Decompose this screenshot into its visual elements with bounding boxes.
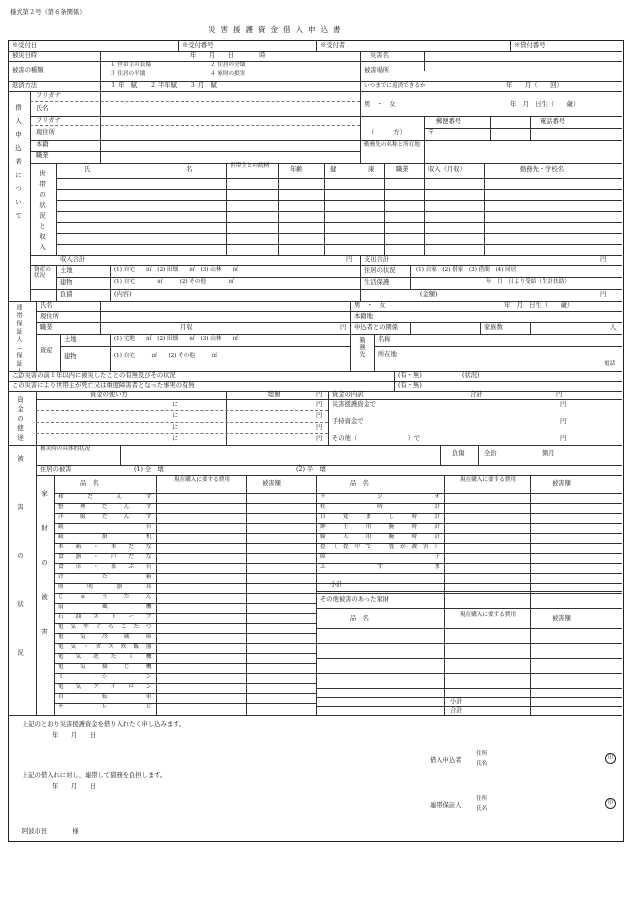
postal-code-label: 郵便番号 — [436, 118, 462, 125]
workplace-label: 勤務先の名称と所在地 — [364, 142, 420, 148]
funds-total-yen: 円 — [316, 391, 323, 398]
declaration-text-1: 上記のとおり災害援護資金を借り入れたく申し込みます。 — [22, 721, 186, 728]
repay-until-value: 年 月（ 回） — [506, 82, 563, 89]
guarantor-family-unit: 人 — [610, 324, 617, 331]
full-recovery-label: 全治 — [484, 450, 497, 457]
applicant-seal-mark: 印 — [605, 753, 616, 764]
goods-item-left: 鏡台 — [58, 524, 152, 530]
damage-opt-3: ３ 住居の半壊 — [110, 71, 146, 77]
col-health-1: 健 — [330, 166, 337, 173]
guarantor-land-label: 土地 — [64, 336, 77, 343]
postal-mark: 〒 — [428, 129, 435, 136]
guarantor-work-side: 勤務先 — [358, 337, 365, 358]
col-age: 年齢 — [290, 166, 303, 173]
applicant-address-label: 現住所 — [36, 129, 55, 136]
funds-total-header: 総額 — [268, 391, 281, 398]
applicant-sign-label: 借入申込者 — [430, 757, 462, 764]
assets-land-options: (1) 自宅 ㎡ (2) 田畑 ㎡ (3) 山林 ㎡ — [114, 267, 239, 273]
funds-item-3: その他（ ）で — [332, 435, 421, 442]
guarantor-family-label: 家族数 — [484, 324, 503, 331]
applicant-side-label: 借入申込者について — [14, 104, 22, 226]
goods-item-left: げた箱 — [58, 574, 152, 580]
debt-label: 負債 — [60, 291, 73, 298]
guarantor-sign-address: 住所 — [476, 796, 488, 802]
guarantor-work-address-label: 所在地 — [378, 351, 397, 358]
disaster-name-label: 災害名 — [370, 52, 389, 59]
guarantor-income-label: 月収 — [180, 324, 193, 331]
funds-row-3: に — [172, 424, 179, 431]
goods-item-right: 畳（畳中で 畳が被害） — [320, 544, 440, 550]
guarantor-building-label: 建物 — [64, 353, 77, 360]
house-damage-label: 住居の被害 — [40, 466, 72, 473]
housing-label: 住居の状況 — [364, 267, 396, 274]
goods-item-right: 柱時計 — [320, 504, 440, 510]
damage-place-label: 被害場所 — [364, 67, 390, 74]
goods-item-left: 鏡掛机 — [58, 534, 152, 540]
receipt-date-label: ※受付日 — [12, 42, 38, 49]
assets-building-label: 建物 — [60, 279, 73, 286]
receiver-label: ※受付者 — [320, 42, 346, 49]
income-total-label: 収入合計 — [60, 256, 86, 263]
col-family-name: 氏 — [84, 166, 91, 173]
goods-item-left: 扇風機 — [58, 604, 152, 610]
assets-building-options: (1) 自宅 ㎡ (2) その他 ㎡ — [114, 279, 235, 285]
goods-item-right: ラジオ — [320, 494, 440, 500]
goods-item-left: 電気やぐらこたつ — [58, 624, 152, 630]
guarantor-work-name-label: 名称 — [378, 336, 391, 343]
applicant-furigana-label: フリガナ — [36, 92, 61, 99]
applicant-occupation-label: 職業 — [36, 152, 49, 159]
right-col-item: 品 名 — [350, 480, 369, 487]
other-total-label: 合計 — [450, 707, 463, 714]
guarantor-assets-label: 資産 — [40, 347, 53, 354]
form-title: 災害援護資金借入申込書 — [208, 25, 346, 34]
goods-item-left: 和だんす — [58, 494, 152, 500]
income-total-yen: 円 — [346, 256, 353, 263]
phone-label: 電話番号 — [540, 118, 566, 125]
damage-opt-2: ２ 住居の全壊 — [210, 62, 246, 68]
funds-yen-3: 円 — [316, 424, 323, 431]
right-col-cost: 現在購入に要する費用 — [460, 477, 516, 483]
funds-yen-1: 円 — [316, 401, 323, 408]
disaster-date-value: 年 月 日 時 — [190, 52, 266, 59]
house-damage-full: (1) 全 壊 — [134, 466, 164, 473]
guarantor-building-options: (1) 自宅 ㎡ (2) その他 ㎡ — [114, 353, 218, 359]
goods-item-left: 電気洗たく機 — [58, 654, 152, 660]
goods-item-left: テレビ — [58, 704, 152, 710]
applicant-address-paren: （ 方） — [368, 129, 406, 136]
funds-item-yen-1: 円 — [560, 401, 567, 408]
funds-side-label: 資金の使途 — [16, 396, 24, 444]
funds-sum-header: 合計 — [470, 391, 483, 398]
right-col-amount: 被害額 — [552, 480, 571, 487]
goods-item-left: じゅうたん — [58, 594, 152, 600]
left-col-amount: 被害額 — [262, 480, 281, 487]
declaration-text-2: 上記の借入れに対し、連帯して債務を負担します。 — [22, 772, 167, 779]
damage-opt-4: ４ 家財の損害 — [210, 71, 246, 77]
loan-no-label: ※貸付番号 — [514, 42, 546, 49]
repay-method-label: 返済方法 — [12, 82, 38, 89]
other-subtotal-label: 小計 — [450, 698, 463, 705]
guarantor-occupation-label: 職業 — [40, 324, 53, 331]
damage-type-label: 被害の種類 — [12, 67, 44, 74]
funds-item-2: 手持資金で — [332, 418, 364, 425]
funds-item-yen-2: 円 — [560, 418, 567, 425]
guarantor-name-label: 氏名 — [40, 302, 53, 309]
kazai-side-label: 家財の被害 — [40, 490, 48, 663]
goods-item-right: 婦人用腕時計 — [320, 534, 440, 540]
guarantor-domicile-label: 本籍地 — [354, 313, 373, 320]
guarantor-side-label: 連帯保証人（保証人） — [15, 304, 22, 384]
goods-item-right: 目覚まし時計 — [320, 514, 440, 520]
other-col-cost: 現在購入に要する費用 — [460, 612, 516, 618]
funds-row-1: に — [172, 401, 179, 408]
goods-item-right: ふすま — [320, 564, 440, 570]
repay-until-label: いつまでに返済できるか — [364, 83, 426, 89]
funds-breakdown-header: 資金の内訳 — [332, 391, 364, 398]
guarantor-seal-mark: 印 — [605, 798, 616, 809]
q1-status: (状況) — [462, 372, 480, 379]
col-given-name: 名 — [186, 166, 193, 173]
funds-item-1: 災害援護資金で — [332, 401, 377, 408]
goods-item-left: ミシン — [58, 674, 152, 680]
other-col-amount: 被害額 — [552, 615, 571, 622]
funds-row-2: に — [172, 412, 179, 419]
col-income: 収入（月収） — [428, 166, 466, 173]
goods-item-left: 照明器具 — [58, 584, 152, 590]
guarantor-income-yen: 円 — [340, 324, 347, 331]
household-side-label: 世帯の状況と収入 — [38, 170, 46, 254]
assets-land-label: 土地 — [60, 267, 73, 274]
assets-label: 資産の状況 — [34, 267, 51, 279]
months-label: 箇月 — [542, 450, 555, 457]
declaration-date-1: 年 月 日 — [52, 732, 97, 739]
guarantor-sign-label: 連帯保証人 — [430, 802, 462, 809]
receipt-no-label: ※受付番号 — [182, 42, 214, 49]
guarantor-land-options: (1) 宅地 ㎡ (2) 田畑 ㎡ (3) 山林 ㎡ — [114, 336, 239, 342]
damage-side-label: 被害の状況 — [16, 455, 24, 698]
debt-note: (内容) — [114, 291, 132, 298]
mayor-address: 阿波市長 様 — [22, 828, 79, 835]
damage-opt-1: １ 世帯主の負傷 — [110, 62, 151, 68]
applicant-furigana-label-2: フリガナ — [36, 117, 61, 124]
goods-row-divider — [316, 583, 622, 584]
funds-row-4: に — [172, 435, 179, 442]
disaster-date-label: 被災日時 — [12, 52, 38, 59]
applicant-birth: 年 月 日生（ 歳） — [510, 101, 580, 108]
col-workplace-school: 勤務先・学校名 — [520, 166, 565, 173]
housing-options: (1) 自家 (2) 借家 (3) 借間 (4) 同居 — [416, 267, 517, 273]
left-col-item: 品 名 — [80, 480, 99, 487]
applicant-domicile-label: 本籍 — [36, 141, 49, 148]
damage-detail-label: 被災時の具体的状況 — [40, 446, 91, 452]
expense-total-yen: 円 — [600, 256, 607, 263]
left-col-cost: 現在購入に要する費用 — [174, 477, 230, 483]
q1-yesno: (有・無) — [398, 372, 422, 379]
goods-item-left: 本箱・本だな — [58, 544, 152, 550]
applicant-name-label: 氏名 — [36, 105, 49, 112]
guarantor-address-label: 現住所 — [40, 313, 59, 320]
goods-item-left: 電気・ガス炊飯器 — [58, 644, 152, 650]
goods-item-left: 整理だんす — [58, 504, 152, 510]
guarantor-birth: 年 月 日生（ 歳） — [504, 302, 574, 309]
guarantor-tel-label: 電話 — [604, 361, 616, 367]
goods-item-left: 食卓・茶ぶ台 — [58, 564, 152, 570]
col-health-2: 康 — [368, 166, 375, 173]
welfare-text: 年 月 日より受給（生計扶助） — [486, 279, 570, 285]
right-subtotal-label: 小計 — [330, 581, 343, 588]
house-damage-half: (2) 半 壊 — [296, 466, 326, 473]
q2-yesno: (有・無) — [398, 382, 422, 389]
funds-sum-yen: 円 — [556, 391, 563, 398]
goods-item-right: 障子 — [320, 554, 440, 560]
goods-item-left: 食器・戸だな — [58, 554, 152, 560]
col-relation: 世帯主との続柄 — [230, 163, 270, 169]
other-goods-label: その他被害のあった家財 — [320, 596, 390, 603]
declaration-date-2: 年 月 日 — [52, 783, 97, 790]
guarantor-relation-label: 申込者との関係 — [354, 324, 399, 331]
debt-yen: 円 — [600, 291, 607, 298]
guarantor-sign-name: 氏名 — [476, 806, 488, 812]
debt-amount-label: (金額) — [420, 291, 438, 298]
goods-item-left: 電気冷蔵庫 — [58, 634, 152, 640]
funds-yen-2: 円 — [316, 412, 323, 419]
q2-text: この災害により世帯主が死亡又は重度障害者となった事実の有無 — [12, 382, 195, 389]
other-col-item: 品 名 — [350, 615, 369, 622]
guarantor-sex: 男 ・ 女 — [354, 302, 386, 309]
goods-item-right: 紳士用腕時計 — [320, 524, 440, 530]
goods-item-left: 石油ストーブ — [58, 614, 152, 620]
funds-use-header: 資金の使い方 — [90, 391, 128, 398]
funds-yen-4: 円 — [316, 435, 323, 442]
q1-text: この災害の前１年以内に被災したことの有無及びその状況 — [12, 372, 176, 379]
goods-row-divider — [316, 573, 622, 574]
repay-method-options: １ 年 賦 ２ 半年賦 ３ 月 賦 — [110, 82, 217, 89]
welfare-label: 生活保護 — [364, 279, 390, 286]
injury-label: 負傷 — [452, 450, 465, 457]
goods-item-left: 自転車 — [58, 694, 152, 700]
applicant-sex: 男 ・ 女 — [364, 101, 396, 108]
form-id: 様式第２号（第６条関係） — [10, 9, 86, 16]
goods-item-left: 電気アイロン — [58, 684, 152, 690]
funds-item-yen-3: 円 — [560, 435, 567, 442]
col-occupation: 職業 — [396, 166, 409, 173]
expense-total-label: 支出合計 — [364, 256, 390, 263]
goods-item-left: 電気掃じ機 — [58, 664, 152, 670]
goods-row-divider — [316, 593, 622, 594]
applicant-sign-name: 氏名 — [476, 761, 488, 767]
goods-item-left: 洋服だんす — [58, 514, 152, 520]
applicant-sign-address: 住所 — [476, 751, 488, 757]
